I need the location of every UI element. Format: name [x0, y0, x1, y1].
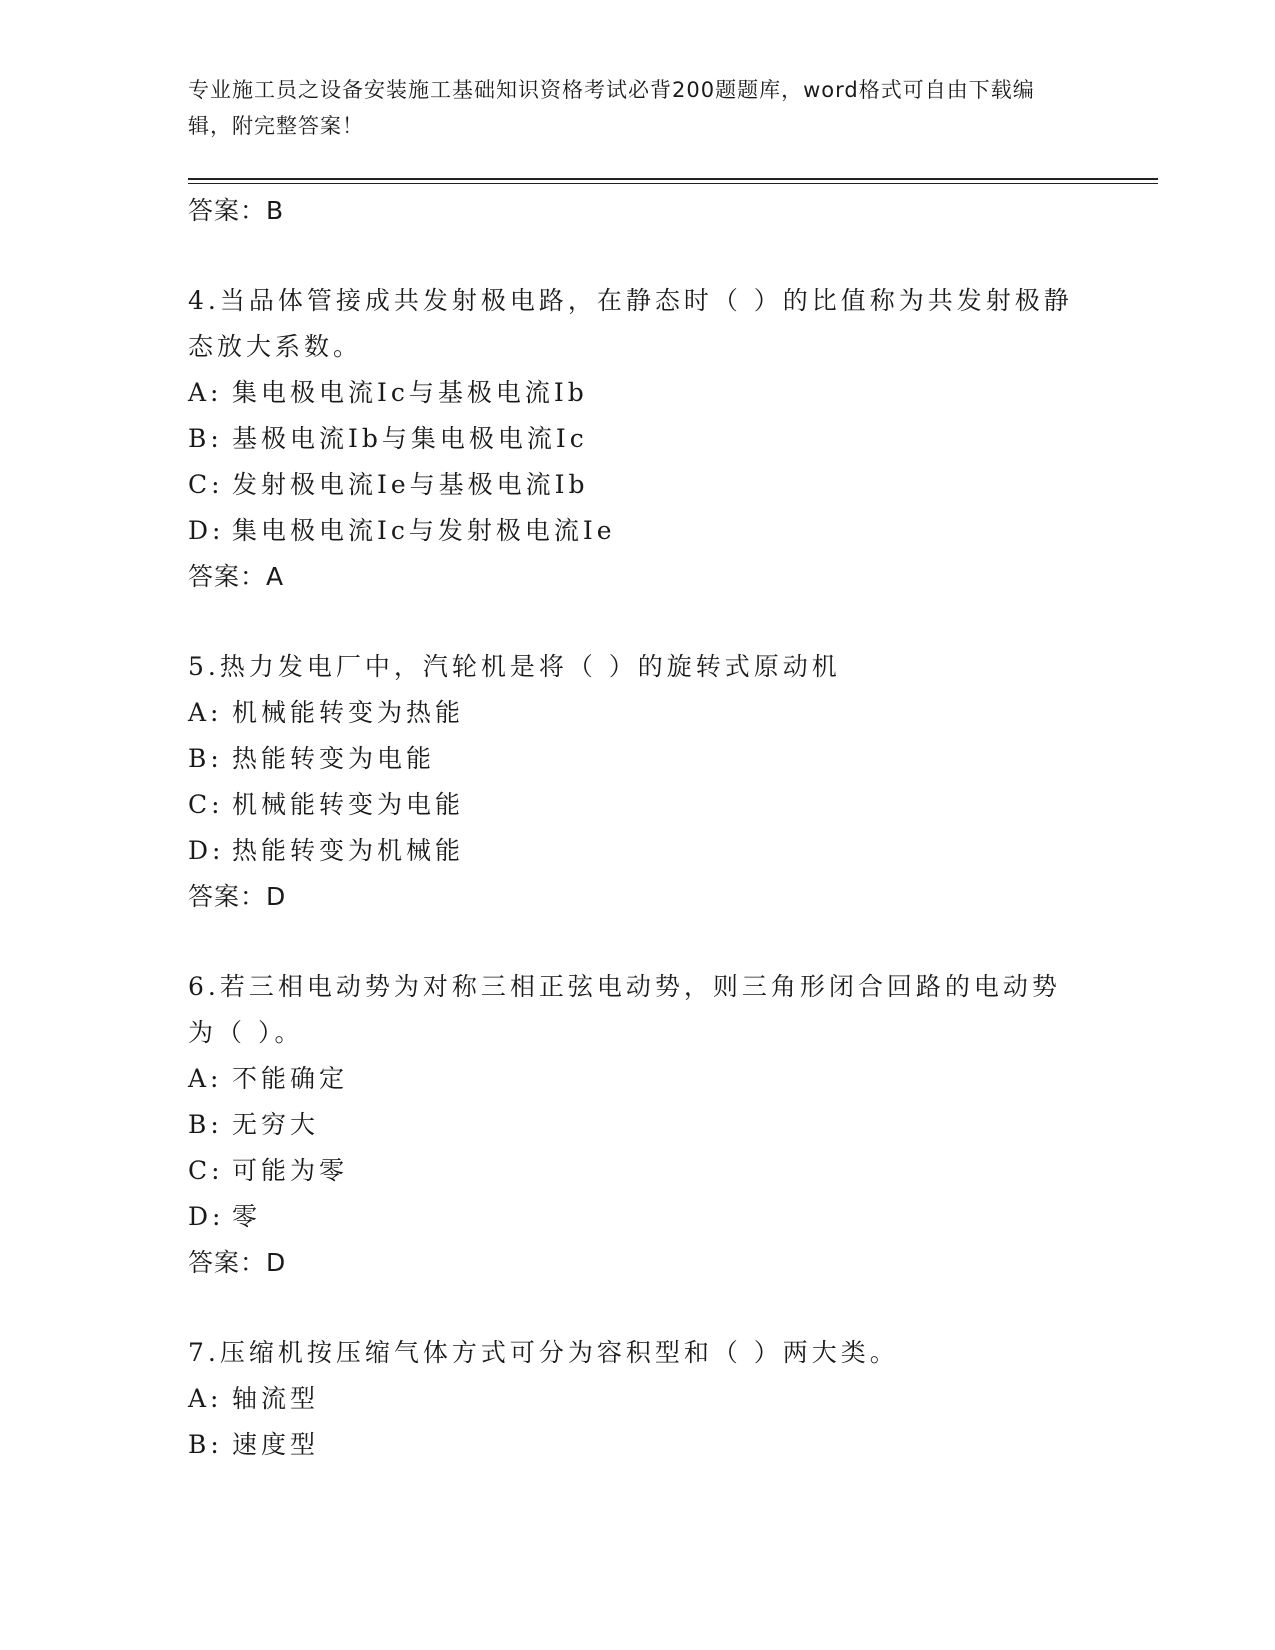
document-content	[188, 188, 1118, 1468]
option-d	[188, 828, 1118, 874]
option-text: 无穷大	[232, 1110, 320, 1139]
option-b	[188, 1102, 1118, 1148]
answer-line: 答案：D	[188, 1248, 287, 1277]
spacer	[188, 1286, 1118, 1330]
option-letter: A:	[188, 1384, 223, 1413]
question-stem: 5.热力发电厂中，汽轮机是将（ ）的旋转式原动机	[188, 652, 841, 681]
option-letter: B:	[188, 1110, 223, 1139]
option-letter: B:	[188, 424, 223, 453]
question-stem: 4.当品体管接成共发射极电路，在静态时（ ）的比值称为共发射极静态放大系数。	[188, 286, 1073, 361]
option-letter: B:	[188, 1430, 223, 1459]
option-letter: B:	[188, 744, 223, 773]
option-a	[188, 1056, 1118, 1102]
option-b	[188, 736, 1118, 782]
option-text: 速度型	[232, 1430, 320, 1459]
option-letter: D:	[188, 836, 225, 865]
question-block	[188, 964, 1118, 1286]
option-text: 机械能转变为热能	[232, 698, 465, 727]
option-c	[188, 462, 1118, 508]
option-letter: C:	[188, 790, 224, 819]
question-block	[188, 278, 1118, 600]
option-b	[188, 416, 1118, 462]
option-text: 发射极电流Ie与基极电流Ib	[232, 470, 589, 499]
question-stem: 7.压缩机按压缩气体方式可分为容积型和（ ）两大类。	[188, 1338, 899, 1367]
answer-line: 答案：B	[188, 196, 285, 225]
header-divider	[188, 178, 1158, 184]
option-text: 热能转变为电能	[232, 744, 436, 773]
document-header: 专业施工员之设备安装施工基础知识资格考试必背200题题库，word格式可自由下载编辑，附完整答案！	[188, 78, 1035, 138]
answer-line: 答案：A	[188, 562, 285, 591]
option-d	[188, 508, 1118, 554]
option-text: 集电极电流Ic与发射极电流Ie	[232, 516, 616, 545]
option-text: 基极电流Ib与集电极电流Ic	[232, 424, 588, 453]
option-text: 可能为零	[232, 1156, 349, 1185]
option-d	[188, 1194, 1118, 1240]
option-letter: A:	[188, 1064, 223, 1093]
option-text: 集电极电流Ic与基极电流Ib	[232, 378, 588, 407]
option-text: 热能转变为机械能	[232, 836, 465, 865]
option-b	[188, 1422, 1118, 1468]
option-letter: A:	[188, 698, 223, 727]
question-stem: 6.若三相电动势为对称三相正弦电动势，则三角形闭合回路的电动势为（ ）。	[188, 972, 1061, 1047]
option-text: 轴流型	[232, 1384, 320, 1413]
option-text: 不能确定	[232, 1064, 349, 1093]
option-letter: D:	[188, 516, 225, 545]
spacer	[188, 234, 1118, 278]
option-text: 机械能转变为电能	[232, 790, 465, 819]
option-text: 零	[232, 1202, 262, 1231]
spacer	[188, 920, 1118, 964]
option-letter: A:	[188, 378, 223, 407]
question-block	[188, 1330, 1118, 1468]
option-c	[188, 1148, 1118, 1194]
question-block	[188, 644, 1118, 920]
option-c	[188, 782, 1118, 828]
option-letter: D:	[188, 1202, 225, 1231]
option-a	[188, 1376, 1118, 1422]
option-letter: C:	[188, 1156, 224, 1185]
option-a	[188, 370, 1118, 416]
option-letter: C:	[188, 470, 224, 499]
answer-line: 答案：D	[188, 882, 287, 911]
option-a	[188, 690, 1118, 736]
spacer	[188, 600, 1118, 644]
